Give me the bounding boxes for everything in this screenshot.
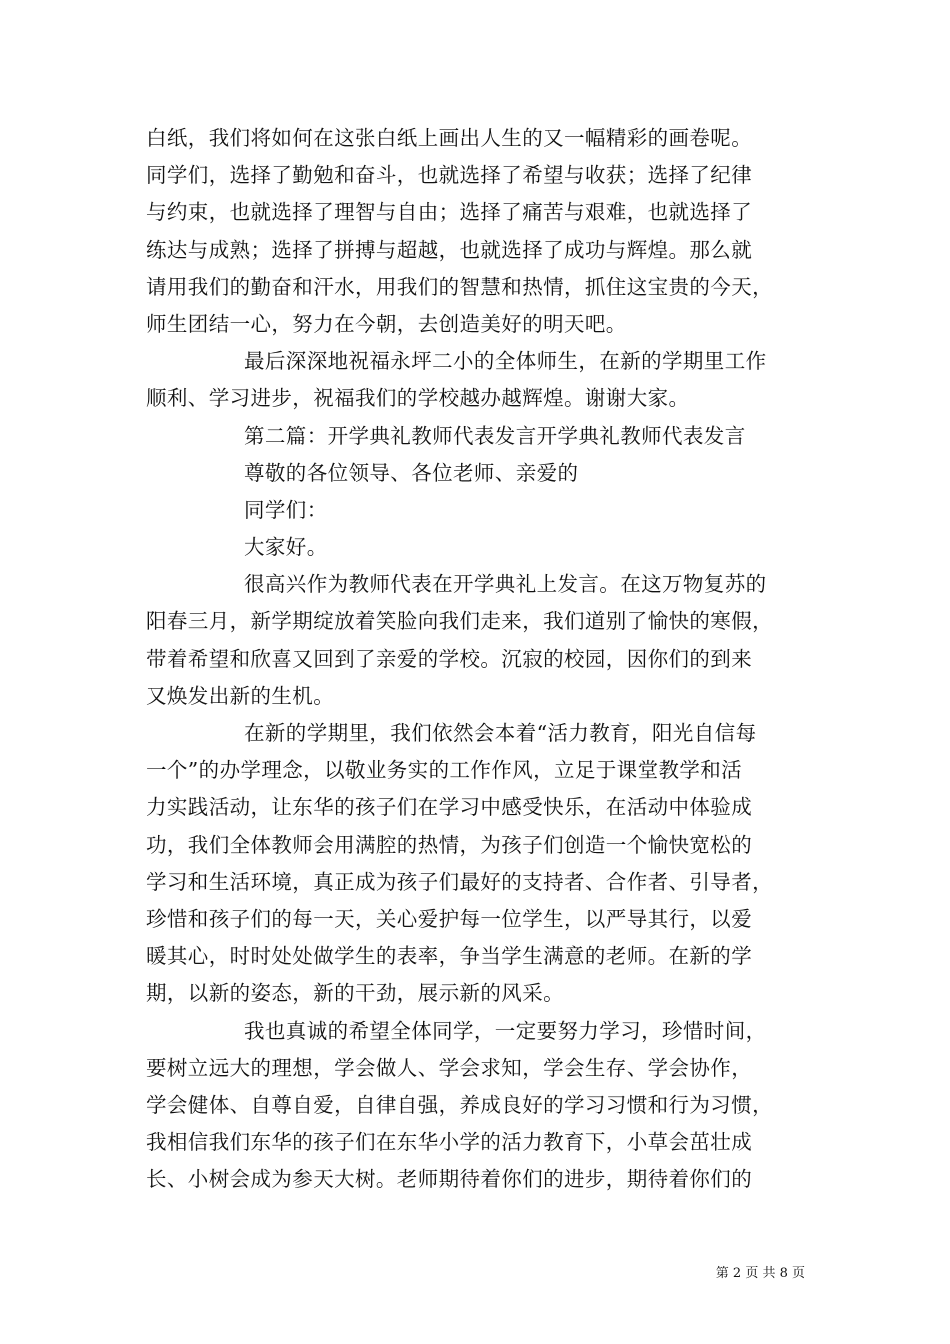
text-line: 与约束，也就选择了理智与自由；选择了痛苦与艰难，也就选择了 (146, 200, 753, 225)
page-number: 第 2 页 共 8 页 (715, 1266, 805, 1281)
text-line: 在新的学期里，我们依然会本着“活力教育，阳光自信每 (244, 721, 757, 745)
salutation: 同学们： (244, 497, 328, 522)
text-line: 学会健体、自尊自爱，自律自强，养成良好的学习习惯和行为习惯， (146, 1092, 773, 1117)
text-line: 白纸，我们将如何在这张白纸上画出人生的又一幅精彩的画卷呢。 (146, 126, 753, 150)
text-line: 练达与成熟；选择了拼搏与超越，也就选择了成功与辉煌。那么就 (146, 237, 753, 262)
text-line: 期，以新的姿态，新的干劲，展示新的风采。 (146, 981, 564, 1006)
salutation: 尊敬的各位领导、各位老师、亲爱的 (244, 460, 579, 485)
text-line: 暖其心，时时处处做学生的表率，争当学生满意的老师。在新的学 (146, 944, 753, 969)
greeting: 大家好。 (244, 535, 328, 560)
text-line: 带着希望和欣喜又回到了亲爱的学校。沉寂的校园，因你们的到来 (146, 646, 753, 671)
section-heading: 第二篇：开学典礼教师代表发言开学典礼教师代表发言 (244, 423, 746, 448)
text-line: 我也真诚的希望全体同学，一定要努力学习，珍惜时间， (244, 1018, 767, 1043)
text-line: 师生团结一心，努力在今朝，去创造美好的明天吧。 (146, 311, 627, 336)
text-line: 阳春三月，新学期绽放着笑脸向我们走来，我们道别了愉快的寒假， (146, 609, 773, 634)
text-line: 顺利、学习进步，祝福我们的学校越办越辉煌。谢谢大家。 (146, 386, 690, 411)
text-line: 力实践活动，让东华的孩子们在学习中感受快乐，在活动中体验成 (146, 795, 753, 820)
text-line: 学习和生活环境，真正成为孩子们最好的支持者、合作者、引导者， (146, 869, 773, 894)
text-line: 长、小树会成为参天大树。老师期待着你们的进步，期待着你们的 (146, 1167, 753, 1192)
text-line: 功，我们全体教师会用满腔的热情，为孩子们创造一个愉快宽松的 (146, 832, 753, 857)
text-line: 我相信我们东华的孩子们在东华小学的活力教育下，小草会茁壮成 (146, 1130, 753, 1155)
text-line: 一个”的办学理念，以敬业务实的工作作风，立足于课堂教学和活 (146, 758, 743, 783)
text-line: 要树立远大的理想，学会做人、学会求知，学会生存、学会协作， (146, 1055, 753, 1080)
text-line: 最后深深地祝福永坪二小的全体师生，在新的学期里工作 (244, 349, 767, 374)
text-line: 同学们，选择了勤勉和奋斗，也就选择了希望与收获；选择了纪律 (146, 163, 753, 188)
text-line: 又焕发出新的生机。 (146, 683, 335, 708)
text-line: 很高兴作为教师代表在开学典礼上发言。在这万物复苏的 (244, 572, 767, 597)
body-text (146, 120, 836, 1198)
text-line: 珍惜和孩子们的每一天，关心爱护每一位学生，以严导其行，以爱 (146, 906, 753, 931)
text-line: 请用我们的勤奋和汗水，用我们的智慧和热情，抓住这宝贵的今天， (146, 274, 773, 299)
